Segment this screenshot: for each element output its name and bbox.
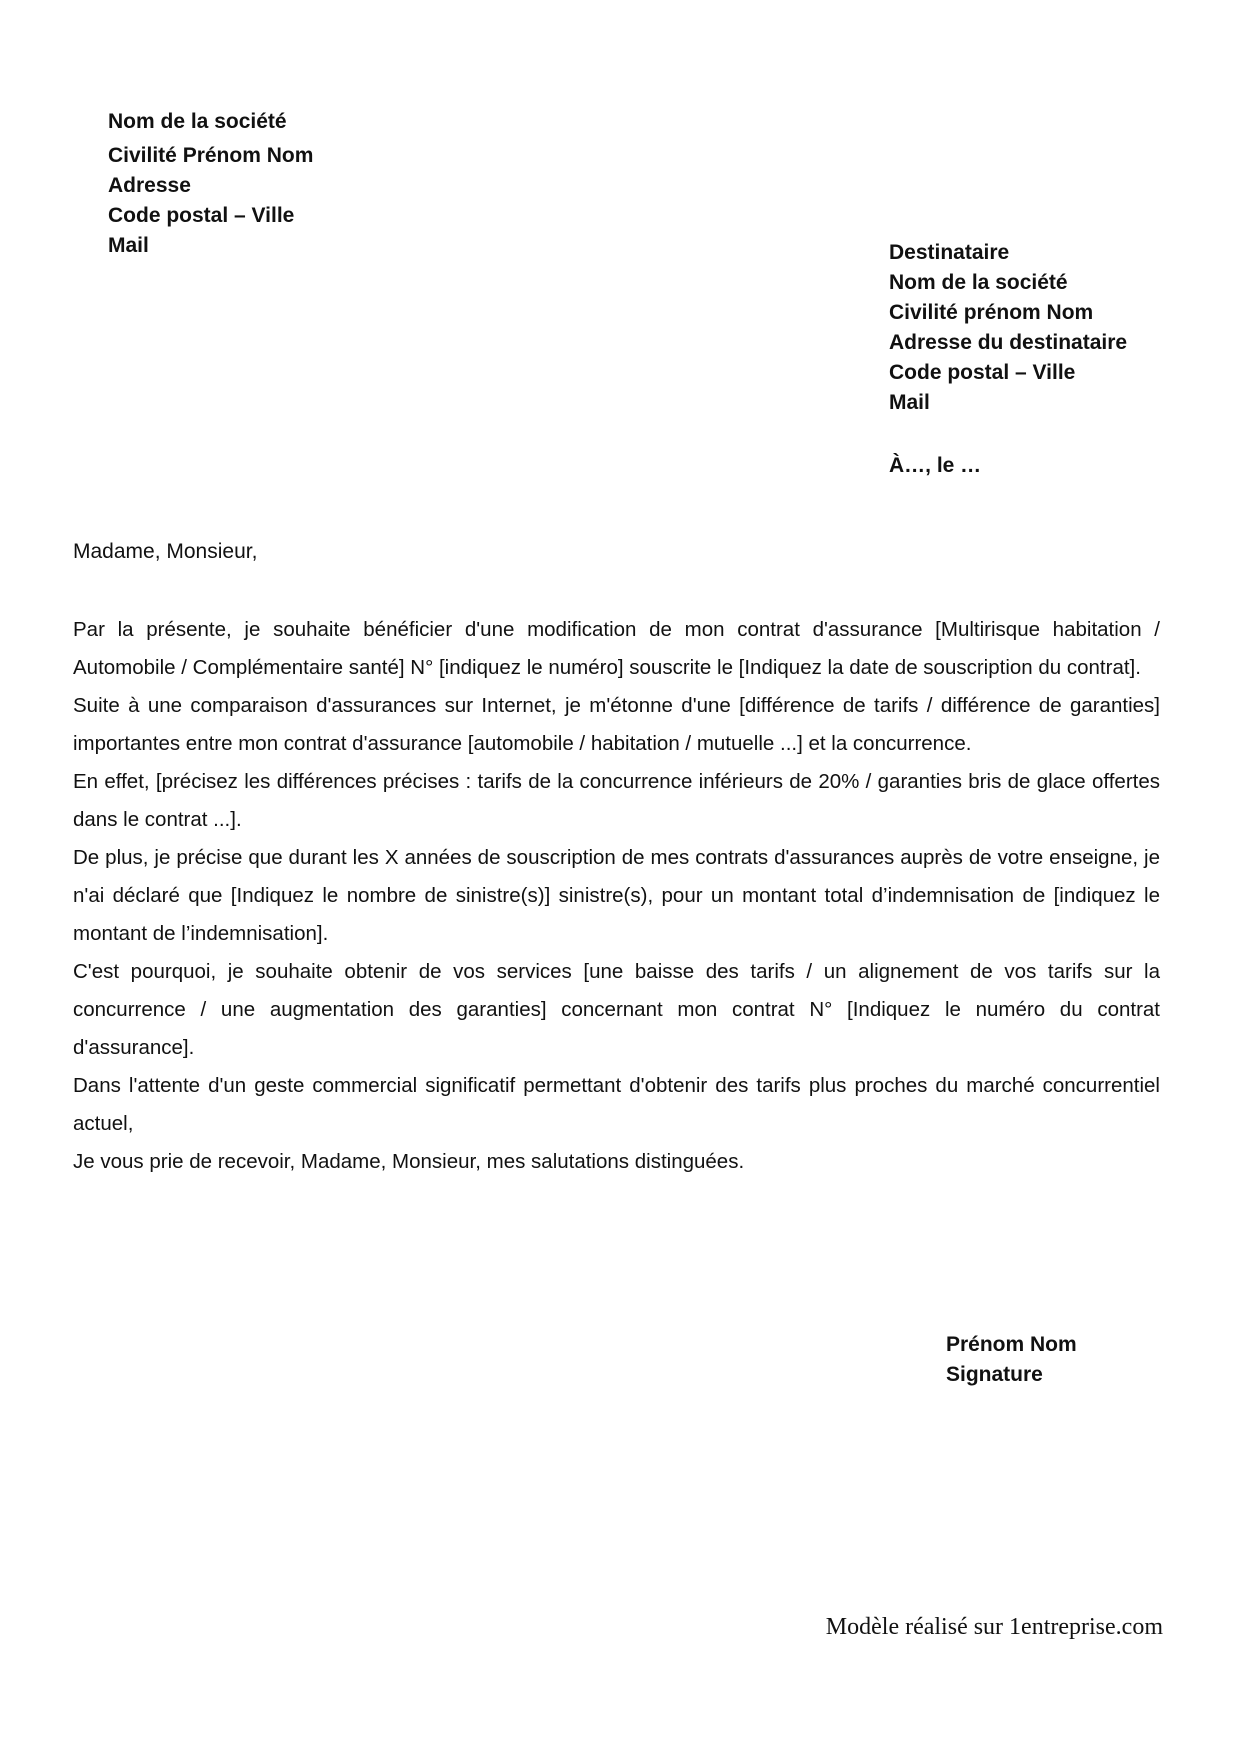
recipient-mail: Mail — [889, 391, 930, 414]
signature-label: Signature — [946, 1363, 1043, 1386]
recipient-postal-city: Code postal – Ville — [889, 361, 1076, 384]
recipient-address-block — [889, 238, 1127, 418]
recipient-address: Adresse du destinataire — [889, 331, 1128, 354]
sender-name: Civilité Prénom Nom — [108, 144, 314, 167]
recipient-label: Destinataire — [889, 241, 1010, 264]
body-paragraph: De plus, je précise que durant les X années de souscription de mes contrats d'assurances auprès de votre enseigne, je n'ai déclaré que [Indiquez le nombre de sinistre(s)] sinistre(s), pour un montant total d’indemnisation de [indiquez le montant de l’indemnisation]. — [73, 846, 1160, 945]
salutation: Madame, Monsieur, — [73, 540, 258, 563]
place-date: À…, le … — [889, 454, 982, 477]
footer-credit: Modèle réalisé sur 1entreprise.com — [825, 1614, 1163, 1640]
sender-company: Nom de la société — [108, 110, 287, 133]
sender-address: Adresse — [108, 174, 191, 197]
body-paragraph: En effet, [précisez les différences précises : tarifs de la concurrence inférieurs de 20% / garanties bris de glace offertes dans le contrat ...]. — [73, 770, 1160, 831]
sender-mail: Mail — [108, 234, 149, 257]
body-paragraph: Par la présente, je souhaite bénéficier d'une modification de mon contrat d'assurance [Multirisque habitation / Automobile / Complémentaire santé] N° [indiquez le numéro] souscrite le [Indiquez la date de souscription du contrat]. — [73, 618, 1160, 679]
signature-name: Prénom Nom — [946, 1333, 1077, 1356]
body-paragraph: Je vous prie de recevoir, Madame, Monsieur, mes salutations distinguées. — [73, 1150, 745, 1173]
sender-address-block — [108, 107, 313, 261]
recipient-name: Civilité prénom Nom — [889, 301, 1094, 324]
body-paragraph: C'est pourquoi, je souhaite obtenir de vos services [une baisse des tarifs / un alignement de vos tarifs sur la concurrence / une augmentation des garanties] concernant mon contrat N° [Indiquez le numéro du contrat d'assurance]. — [73, 960, 1160, 1059]
body-paragraph: Suite à une comparaison d'assurances sur Internet, je m'étonne d'une [différence de tarifs / différence de garanties] importantes entre mon contrat d'assurance [automobile / habitation / mutuelle ...] et la concurrence. — [73, 694, 1160, 755]
signature-block — [946, 1330, 1077, 1390]
body-paragraph: Dans l'attente d'un geste commercial significatif permettant d'obtenir des tarifs plus proches du marché concurrentiel actuel, — [73, 1074, 1160, 1135]
letter-body — [73, 611, 1160, 1181]
sender-postal-city: Code postal – Ville — [108, 204, 295, 227]
recipient-company: Nom de la société — [889, 271, 1068, 294]
